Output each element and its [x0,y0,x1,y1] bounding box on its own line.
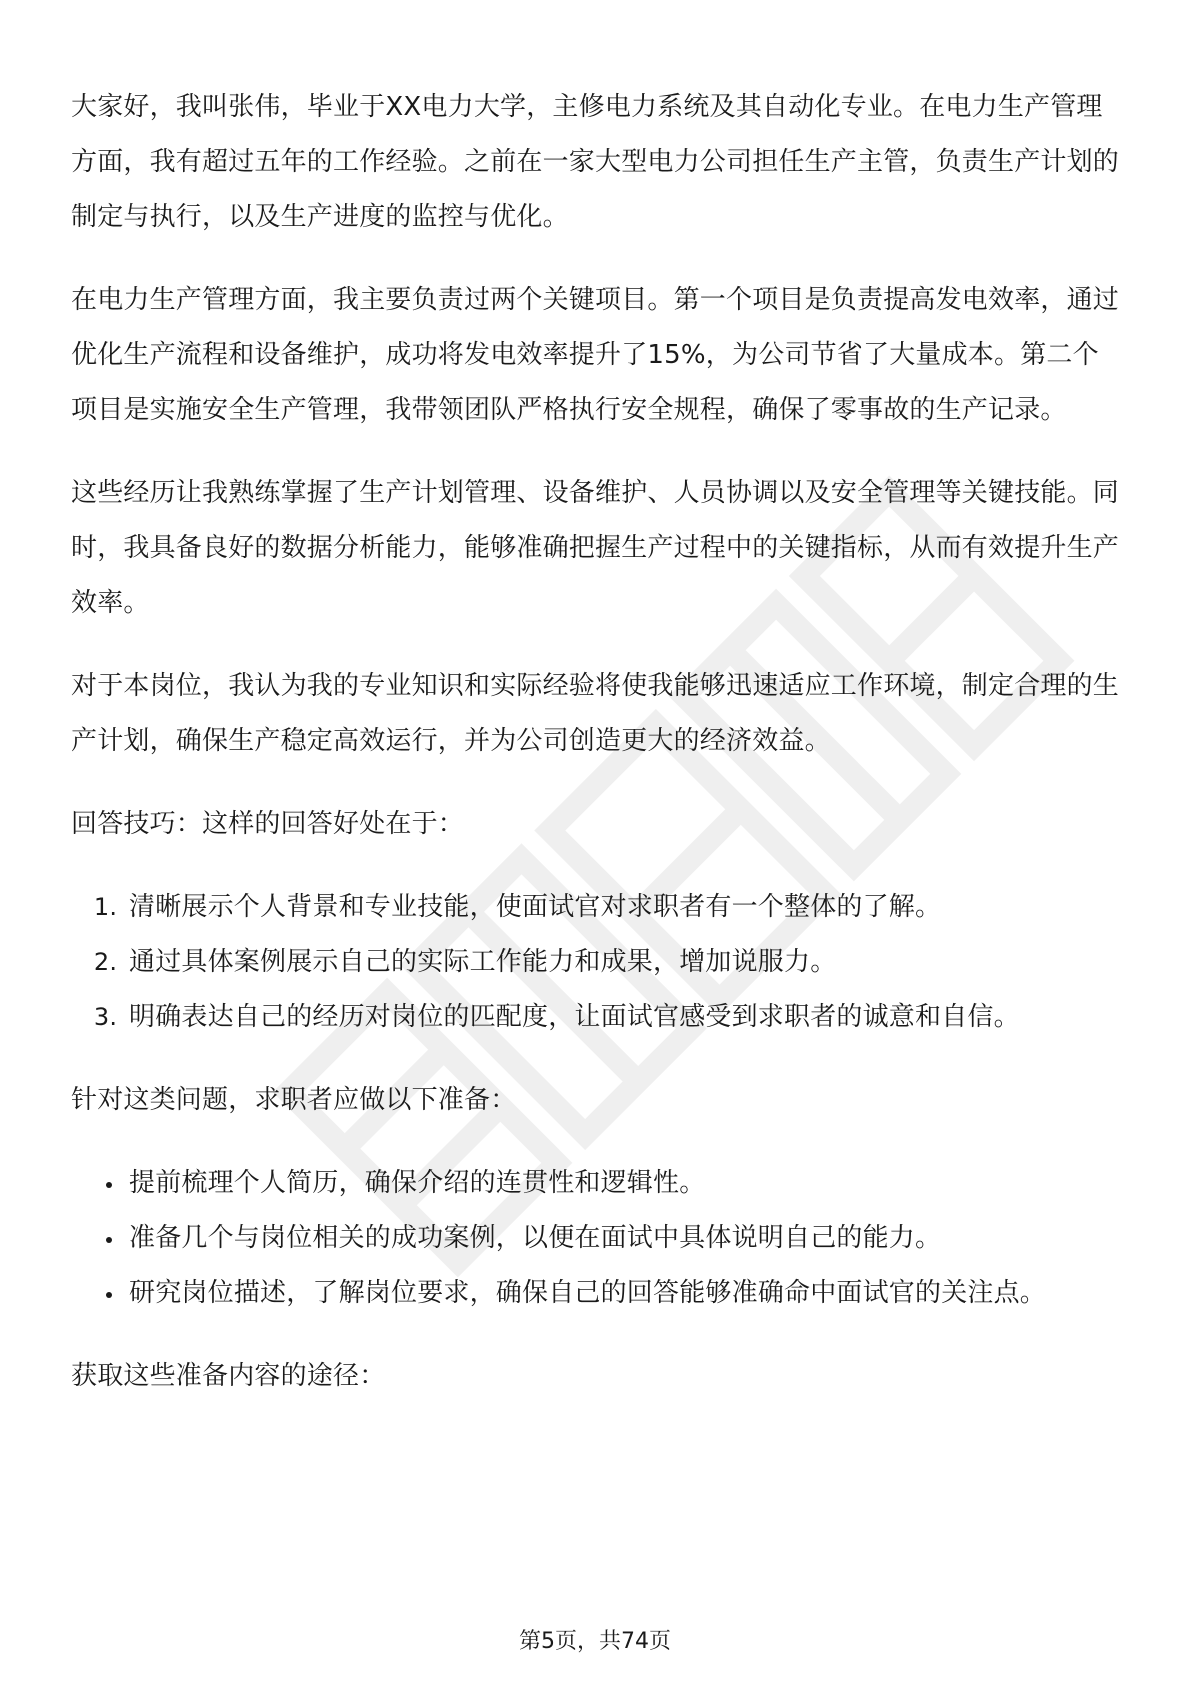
list-item: • 研究岗位描述，了解岗位要求，确保自己的回答能够准确命中面试官的关注点。 [125,1266,1121,1321]
tips-heading: 回答技巧：这样的回答好处在于： [71,809,465,839]
paragraph-projects: 在电力生产管理方面，我主要负责过两个关键项目。第一个项目是负责提高发电效率，通过优化生产流程和设备维护，成功将发电效率提升了15%，为公司节省了大量成本。第二个项目是实施安全生产管理，我带领团队严格执行安全规程，确保了零事故的生产记录。 [71,285,1120,425]
sources-heading: 获取这些准备内容的途径： [71,1361,386,1391]
prep-heading: 针对这类问题，求职者应做以下准备： [71,1085,517,1115]
paragraph-fit: 对于本岗位，我认为我的专业知识和实际经验将使我能够迅速适应工作环境，制定合理的生产计划，确保生产稳定高效运行，并为公司创造更大的经济效益。 [71,671,1120,756]
tips-list [71,880,1121,1045]
list-item: 2. 通过具体案例展示自己的实际工作能力和成果，增加说服力。 [125,935,1121,990]
list-item: 3. 明确表达自己的经历对岗位的匹配度，让面试官感受到求职者的诚意和自信。 [125,990,1121,1045]
page-number: 第5页，共74页 [519,1629,671,1654]
paragraph-skills: 这些经历让我熟练掌握了生产计划管理、设备维护、人员协调以及安全管理等关键技能。同时，我具备良好的数据分析能力，能够准确把握生产过程中的关键指标，从而有效提升生产效率。 [71,478,1120,618]
document-body [71,80,1121,1432]
list-item: • 提前梳理个人简历，确保介绍的连贯性和逻辑性。 [125,1156,1121,1211]
list-item: • 准备几个与岗位相关的成功案例，以便在面试中具体说明自己的能力。 [125,1211,1121,1266]
prep-list [71,1156,1121,1321]
paragraph-intro: 大家好，我叫张伟，毕业于XX电力大学，主修电力系统及其自动化专业。在电力生产管理方面，我有超过五年的工作经验。之前在一家大型电力公司担任生产主管，负责生产计划的制定与执行，以及生产进度的监控与优化。 [71,92,1120,232]
list-item: 1. 清晰展示个人背景和专业技能，使面试官对求职者有一个整体的了解。 [125,880,1121,935]
